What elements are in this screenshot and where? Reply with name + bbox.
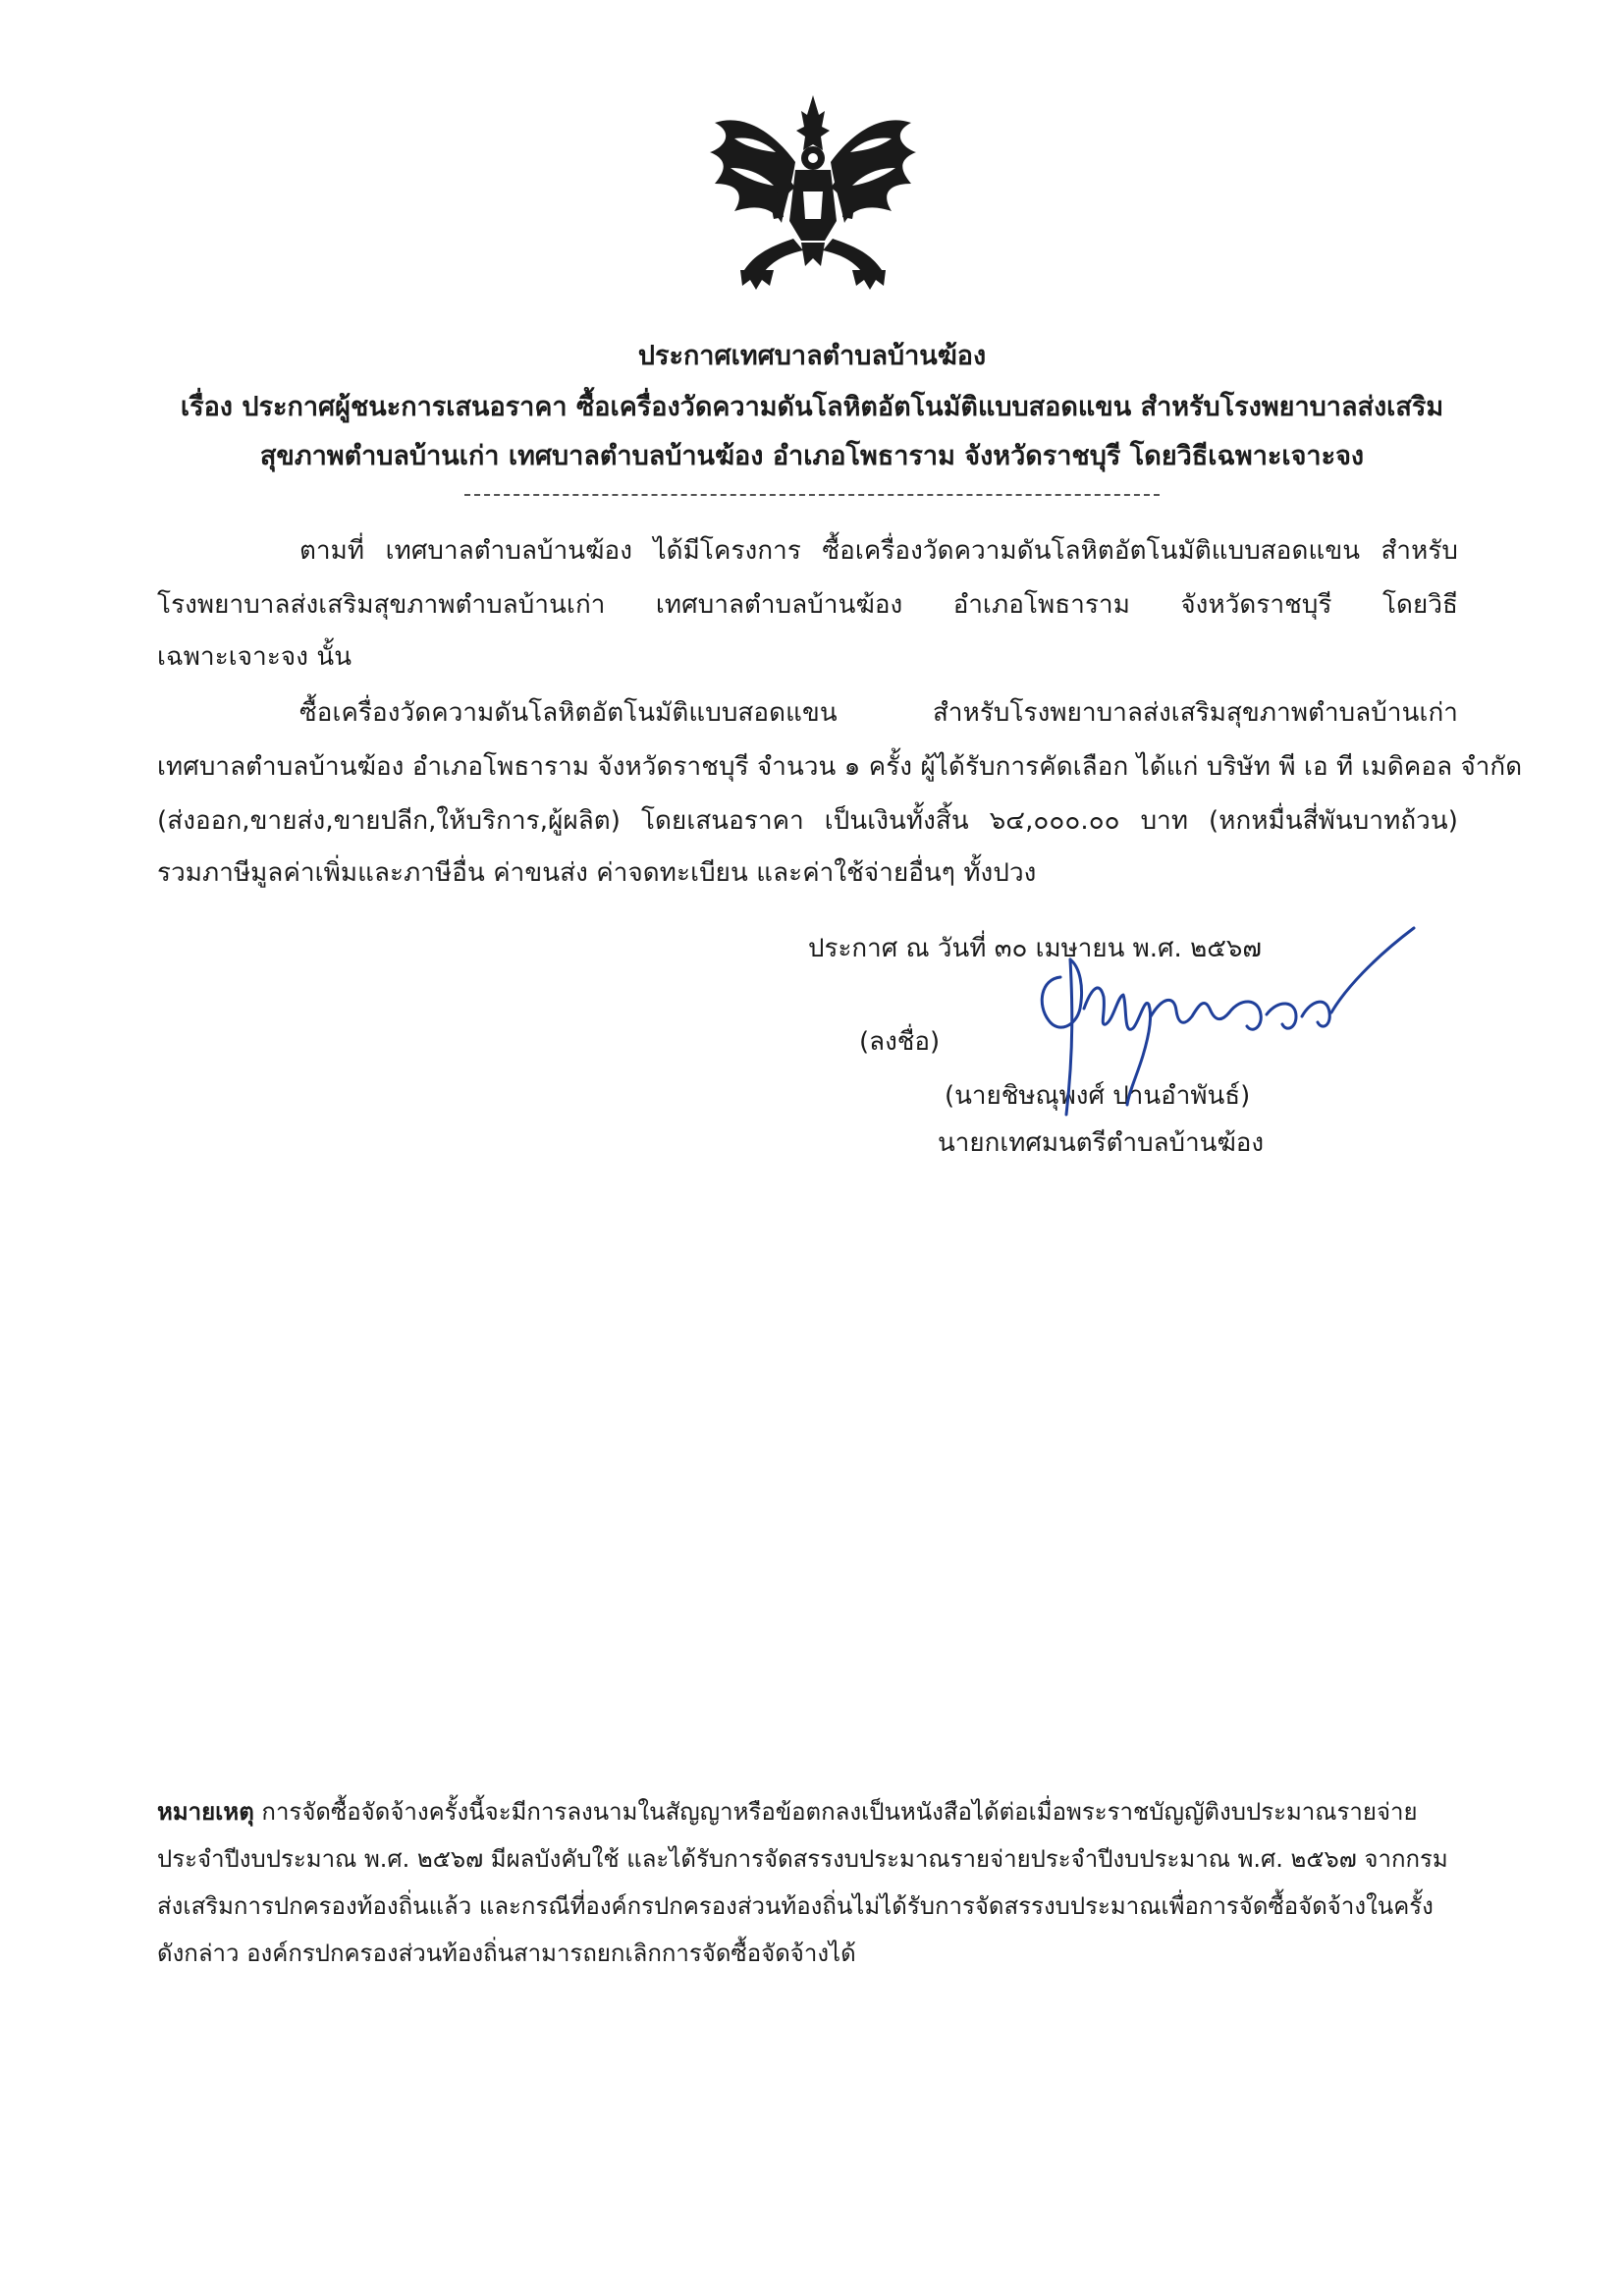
note-label: หมายเหตุ <box>157 1798 254 1826</box>
paragraph-2-line-3: (ส่งออก,ขายส่ง,ขายปลีก,ให้บริการ,ผู้ผลิต) โดยเสนอราคา เป็นเงินทั้งสิ้น ๖๔,๐๐๐.๐๐ บาท (หกหมื่นสี่พันบาทถ้วน) <box>157 806 1458 836</box>
note-line-3: ส่งเสริมการปกครองท้องถิ่นแล้ว และกรณีที่องค์กรปกครองส่วนท้องถิ่นไม่ได้รับการจัดสรรงบประมาณเพื่อการจัดซื้อจัดจ้างในครั้ง <box>157 1892 1434 1920</box>
garuda-emblem-icon <box>705 93 921 304</box>
note-line-1: หมายเหตุ การจัดซื้อจัดจ้างครั้งนี้จะมีการลงนามในสัญญาหรือข้อตกลงเป็นหนังสือได้ต่อเมื่อพระราชบัญญัติงบประมาณรายจ่าย <box>157 1798 1418 1826</box>
announcement-date: ประกาศ ณ วันที่ ๓๐ เมษายน พ.ศ. ๒๕๖๗ <box>808 934 1262 963</box>
paragraph-2-line-2: เทศบาลตำบลบ้านฆ้อง อำเภอโพธาราม จังหวัดราชบุรี จำนวน ๑ ครั้ง ผู้ได้รับการคัดเลือก ได้แก่ บริษัท พี เอ ที เมดิคอล จำกัด <box>157 752 1523 782</box>
signed-label: (ลงชื่อ) <box>859 1027 941 1057</box>
title-divider <box>464 494 1160 496</box>
title-line-1: ประกาศเทศบาลตำบลบ้านฆ้อง <box>637 341 987 371</box>
paragraph-2-line-1: ซื้อเครื่องวัดความดันโลหิตอัตโนมัติแบบสอดแขน สำหรับโรงพยาบาลส่งเสริมสุขภาพตำบลบ้านเก่า <box>299 698 1458 728</box>
handwritten-signature-icon <box>1001 918 1424 1120</box>
signer-position: นายกเทศมนตรีตำบลบ้านฆ้อง <box>938 1128 1265 1158</box>
signer-name: (นายชิษณุพงศ์ ปานอำพันธ์) <box>945 1081 1251 1111</box>
paragraph-1-line-1: ตามที่ เทศบาลตำบลบ้านฆ้อง ได้มีโครงการ ซื้อเครื่องวัดความดันโลหิตอัตโนมัติแบบสอดแขน สำหรับ <box>299 536 1458 566</box>
title-line-2: เรื่อง ประกาศผู้ชนะการเสนอราคา ซื้อเครื่องวัดความดันโลหิตอัตโนมัติแบบสอดแขน สำหรับโรงพยาบาลส่งเสริม <box>180 392 1444 422</box>
note-line-2: ประจำปีงบประมาณ พ.ศ. ๒๕๖๗ มีผลบังคับใช้ และได้รับการจัดสรรงบประมาณรายจ่ายประจำปีงบประมาณ พ.ศ. ๒๕๖๗ จากกรม <box>157 1845 1448 1873</box>
paragraph-1-line-3: เฉพาะเจาะจง นั้น <box>157 642 352 672</box>
paragraph-1-line-2: โรงพยาบาลส่งเสริมสุขภาพตำบลบ้านเก่า เทศบาลตำบลบ้านฆ้อง อำเภอโพธาราม จังหวัดราชบุรี โดยวิธี <box>157 590 1458 620</box>
title-line-3: สุขภาพตำบลบ้านเก่า เทศบาลตำบลบ้านฆ้อง อำเภอโพธาราม จังหวัดราชบุรี โดยวิธีเฉพาะเจาะจง <box>259 441 1365 471</box>
paragraph-2-line-4: รวมภาษีมูลค่าเพิ่มและภาษีอื่น ค่าขนส่ง ค่าจดทะเบียน และค่าใช้จ่ายอื่นๆ ทั้งปวง <box>157 858 1037 888</box>
note-line-4: ดังกล่าว องค์กรปกครองส่วนท้องถิ่นสามารถยกเลิกการจัดซื้อจัดจ้างได้ <box>157 1940 856 1967</box>
